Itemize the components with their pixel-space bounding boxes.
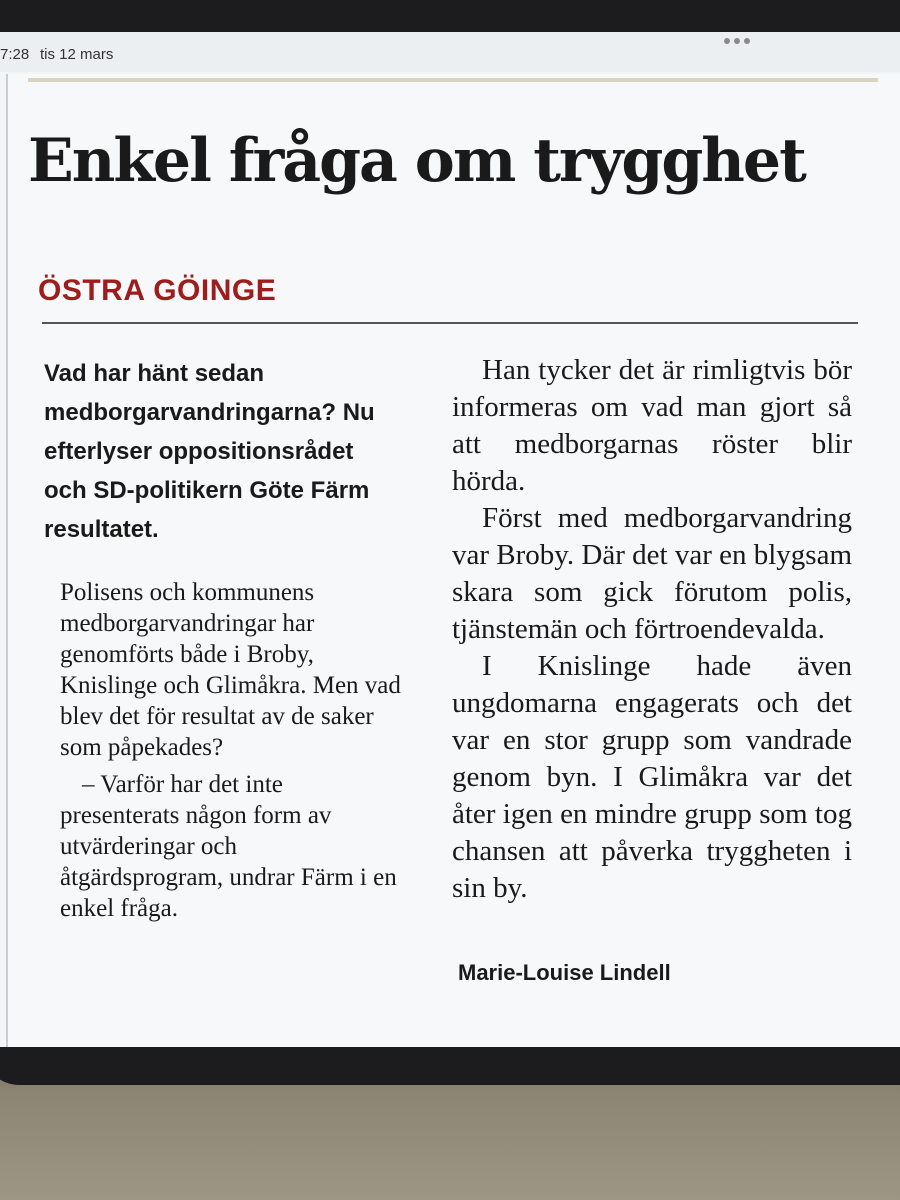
newspaper-page [6,74,900,1047]
tablet-screen [0,32,900,1047]
section-divider [42,322,858,324]
body-paragraph: Han tycker det är rimligtvis bör informeras om vad man gjort så att medborgarnas röster blir hörda. [452,354,852,497]
body-paragraph: Först med medborgarvandring var Broby. Där det var en blygsam skara som gick förutom polis, tjänstemän och förtroendevalda. [452,502,852,645]
status-date: tis 12 mars [40,46,114,63]
quote-paragraph: – Varför har det inte presenterats någon form av utvärderingar och åtgärdsprogram, undrar Färm i en enkel fråga. [60,771,397,922]
article-headline: Enkel fråga om trygghet [28,126,805,196]
right-column [452,352,852,907]
article-byline: Marie-Louise Lindell [458,960,671,985]
status-time: 7:28 [0,46,30,63]
ingress-text: Vad har hänt sedan medborgarvandringarna? Nu efterlyser oppositionsrådet och SD-politikern Göte Färm resultatet. [44,360,375,543]
top-rule [28,78,878,82]
multitasking-dots-icon[interactable] [724,38,750,44]
article-kicker: ÖSTRA GÖINGE [38,274,277,307]
body-paragraph: Polisens och kommunens medborgarvandringar har genomförts både i Broby, Knislinge och Glimåkra. Men vad blev det för resultat av de saker som påpekades? [60,579,401,761]
status-bar [0,32,900,72]
article-ingress [44,354,389,549]
left-column [60,577,405,924]
body-paragraph: I Knislinge hade även ungdomarna engagerats och det var en stor grupp som vandrade genom byn. I Glimåkra var det åter igen en mindre grupp som tog chansen att påverka tryggheten i sin by. [452,650,852,904]
